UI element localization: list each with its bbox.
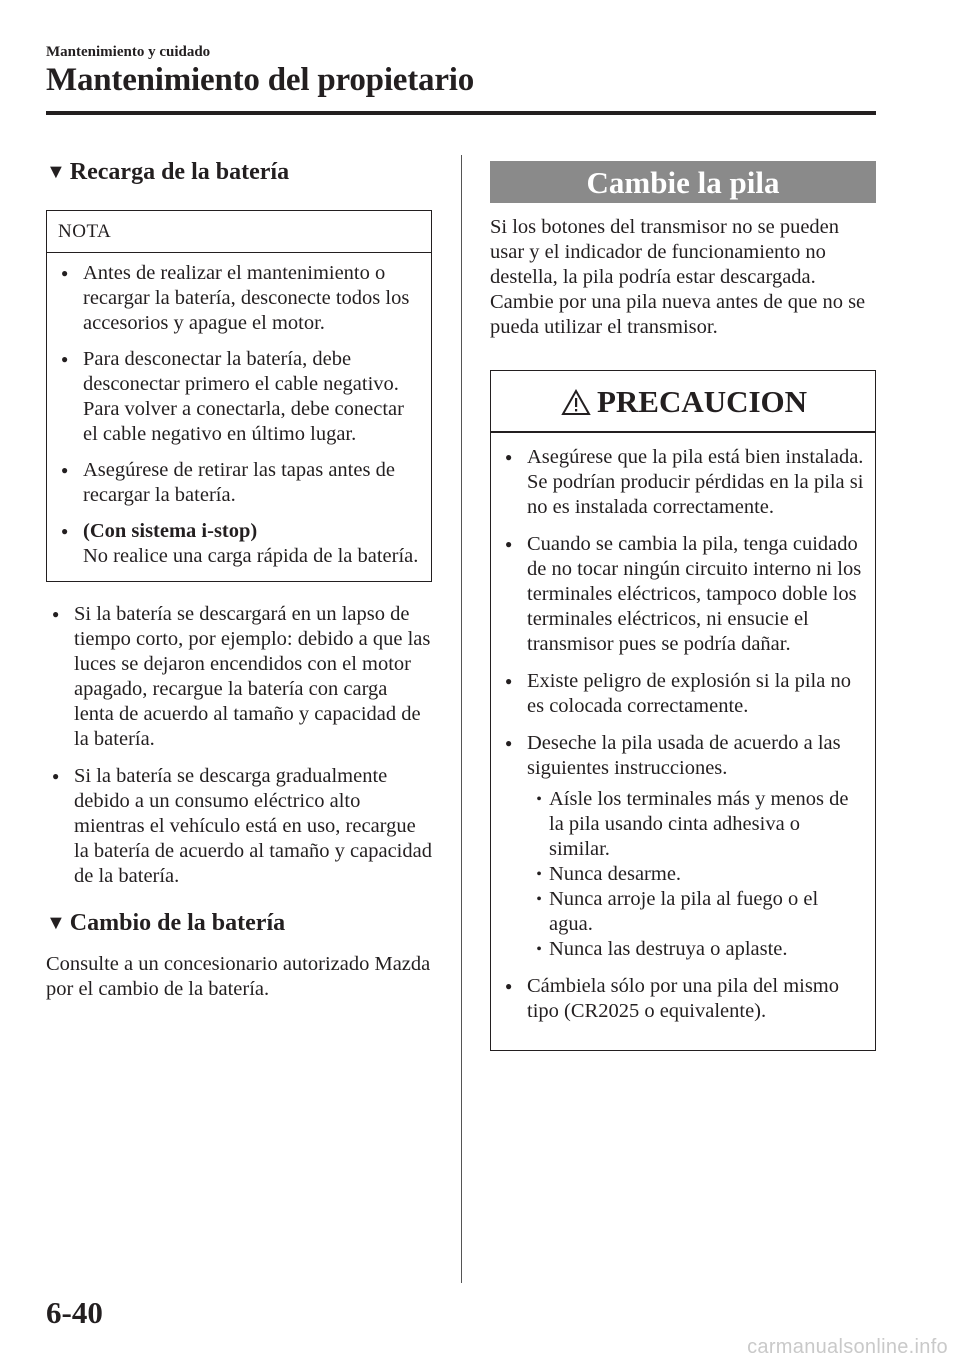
cambio-text: Consulte a un concesionario autorizado Mazda por el cambio de la batería. <box>46 953 431 1000</box>
page-title: Mantenimiento del propietario <box>46 62 475 98</box>
note-label: NOTA <box>47 211 431 253</box>
note-box <box>46 210 432 582</box>
caution-item-text: Asegúrese que la pila está bien instalada. Se podrían producir pérdidas en la pila si no es instalada correctamente. <box>527 446 864 518</box>
disposal-step <box>527 937 865 962</box>
caution-item <box>503 669 865 719</box>
caution-rule <box>491 431 875 433</box>
heading-cambio <box>46 906 432 940</box>
body-item-text: Si la batería se descargará en un lapso de tiempo corto, por ejemplo: debido a que las luces se dejaron encendidos con el motor apagado, recargue la batería con carga lenta de acuerdo al tamaño y capacidad de la batería. <box>74 603 431 750</box>
note-body <box>47 253 431 581</box>
note-item <box>59 458 421 508</box>
intro-text: Si los botones del transmisor no se pueden usar y el indicador de funcionamiento no destella, la pila podría estar descargada. Cambie por una pila nueva antes de que no se pueda utilizar el transmisor. <box>490 216 866 338</box>
body-list <box>46 602 432 889</box>
body-item <box>50 764 432 889</box>
disposal-step-text: Nunca arroje la pila al fuego o el agua. <box>549 888 819 935</box>
caution-item-text: Cuando se cambia la pila, tenga cuidado de no tocar ningún circuito interno ni los terminales eléctricos, tampoco doble los terminales eléctricos, ni ensucie el transmisor pues se podría dañar. <box>527 533 862 655</box>
watermark: carmanualsonline.info <box>747 1336 948 1358</box>
caution-title: PRECAUCION <box>596 384 808 419</box>
bullet-icon: ● <box>52 769 60 783</box>
bullet-icon: ● <box>505 674 513 688</box>
disposal-step <box>527 887 865 937</box>
disposal-step-text: Nunca las destruya o aplaste. <box>549 938 788 960</box>
disposal-step-text: Nunca desarme. <box>549 863 682 885</box>
note-item-detail: No realice una carga rápida de la batería. <box>83 545 419 567</box>
note-item-text: Antes de realizar el mantenimiento o recargar la batería, desconecte todos los accesorios y apague el motor. <box>83 262 410 334</box>
caution-item <box>503 445 865 520</box>
disposal-sublist <box>527 787 865 962</box>
header-section: Mantenimiento y cuidado <box>46 44 211 60</box>
caution-item-content <box>527 731 865 962</box>
warning-icon <box>561 389 591 416</box>
column-divider <box>461 155 462 1283</box>
triangle-down-icon: ▼ <box>46 912 66 934</box>
caution-item-text: Cámbiela sólo por una pila del mismo tipo (CR2025 o equivalente). <box>527 975 840 1022</box>
heading-recarga <box>46 155 432 189</box>
note-item-text <box>83 519 421 569</box>
caution-header <box>503 373 865 431</box>
disposal-step <box>527 862 865 887</box>
right-column <box>490 155 876 1051</box>
sub-bullet-icon: • <box>536 891 542 908</box>
caution-item-text: Deseche la pila usada de acuerdo a las siguientes instrucciones. <box>527 732 841 779</box>
note-item-text: Para desconectar la batería, debe desconectar primero el cable negativo. Para volver a conectarla, debe conectar el cable negativo en último lugar. <box>83 348 404 445</box>
caution-item-text: Existe peligro de explosión si la pila no es colocada correctamente. <box>527 670 851 717</box>
heading-cambio-label: Cambio de la batería <box>69 910 286 936</box>
sub-bullet-icon: • <box>536 866 542 883</box>
heading-recarga-label: Recarga de la batería <box>69 159 290 185</box>
note-item <box>59 519 421 569</box>
left-column <box>46 155 432 1002</box>
body-item <box>50 602 432 752</box>
header-rule <box>46 111 876 115</box>
sub-bullet-icon: • <box>536 941 542 958</box>
triangle-down-icon: ▼ <box>46 161 66 183</box>
caution-box <box>490 370 876 1051</box>
bullet-icon: ● <box>61 463 69 477</box>
disposal-step-text: Aísle los terminales más y menos de la pila usando cinta adhesiva o similar. <box>549 788 849 860</box>
caution-item <box>503 532 865 657</box>
note-item-text: Asegúrese de retirar las tapas antes de recargar la batería. <box>83 459 395 506</box>
bullet-icon: ● <box>505 537 513 551</box>
bullet-icon: ● <box>505 979 513 993</box>
bullet-icon: ● <box>61 266 69 280</box>
body-item-text: Si la batería se descarga gradualmente debido a un consumo eléctrico alto mientras el vehículo está en uso, recargue la batería de acuerdo al tamaño y capacidad de la batería. <box>74 765 432 887</box>
caution-item <box>503 731 865 962</box>
note-item <box>59 261 421 336</box>
bullet-icon: ● <box>52 607 60 621</box>
disposal-step <box>527 787 865 862</box>
sub-bullet-icon: • <box>536 791 542 808</box>
section-banner: Cambie la pila <box>490 161 876 203</box>
bullet-icon: ● <box>61 352 69 366</box>
page-number: 6-40 <box>46 1295 103 1330</box>
caution-item <box>503 974 865 1024</box>
bullet-icon: ● <box>61 524 69 538</box>
bullet-icon: ● <box>505 450 513 464</box>
note-item <box>59 347 421 447</box>
bullet-icon: ● <box>505 736 513 750</box>
note-item-bold: (Con sistema i-stop) <box>83 520 258 542</box>
